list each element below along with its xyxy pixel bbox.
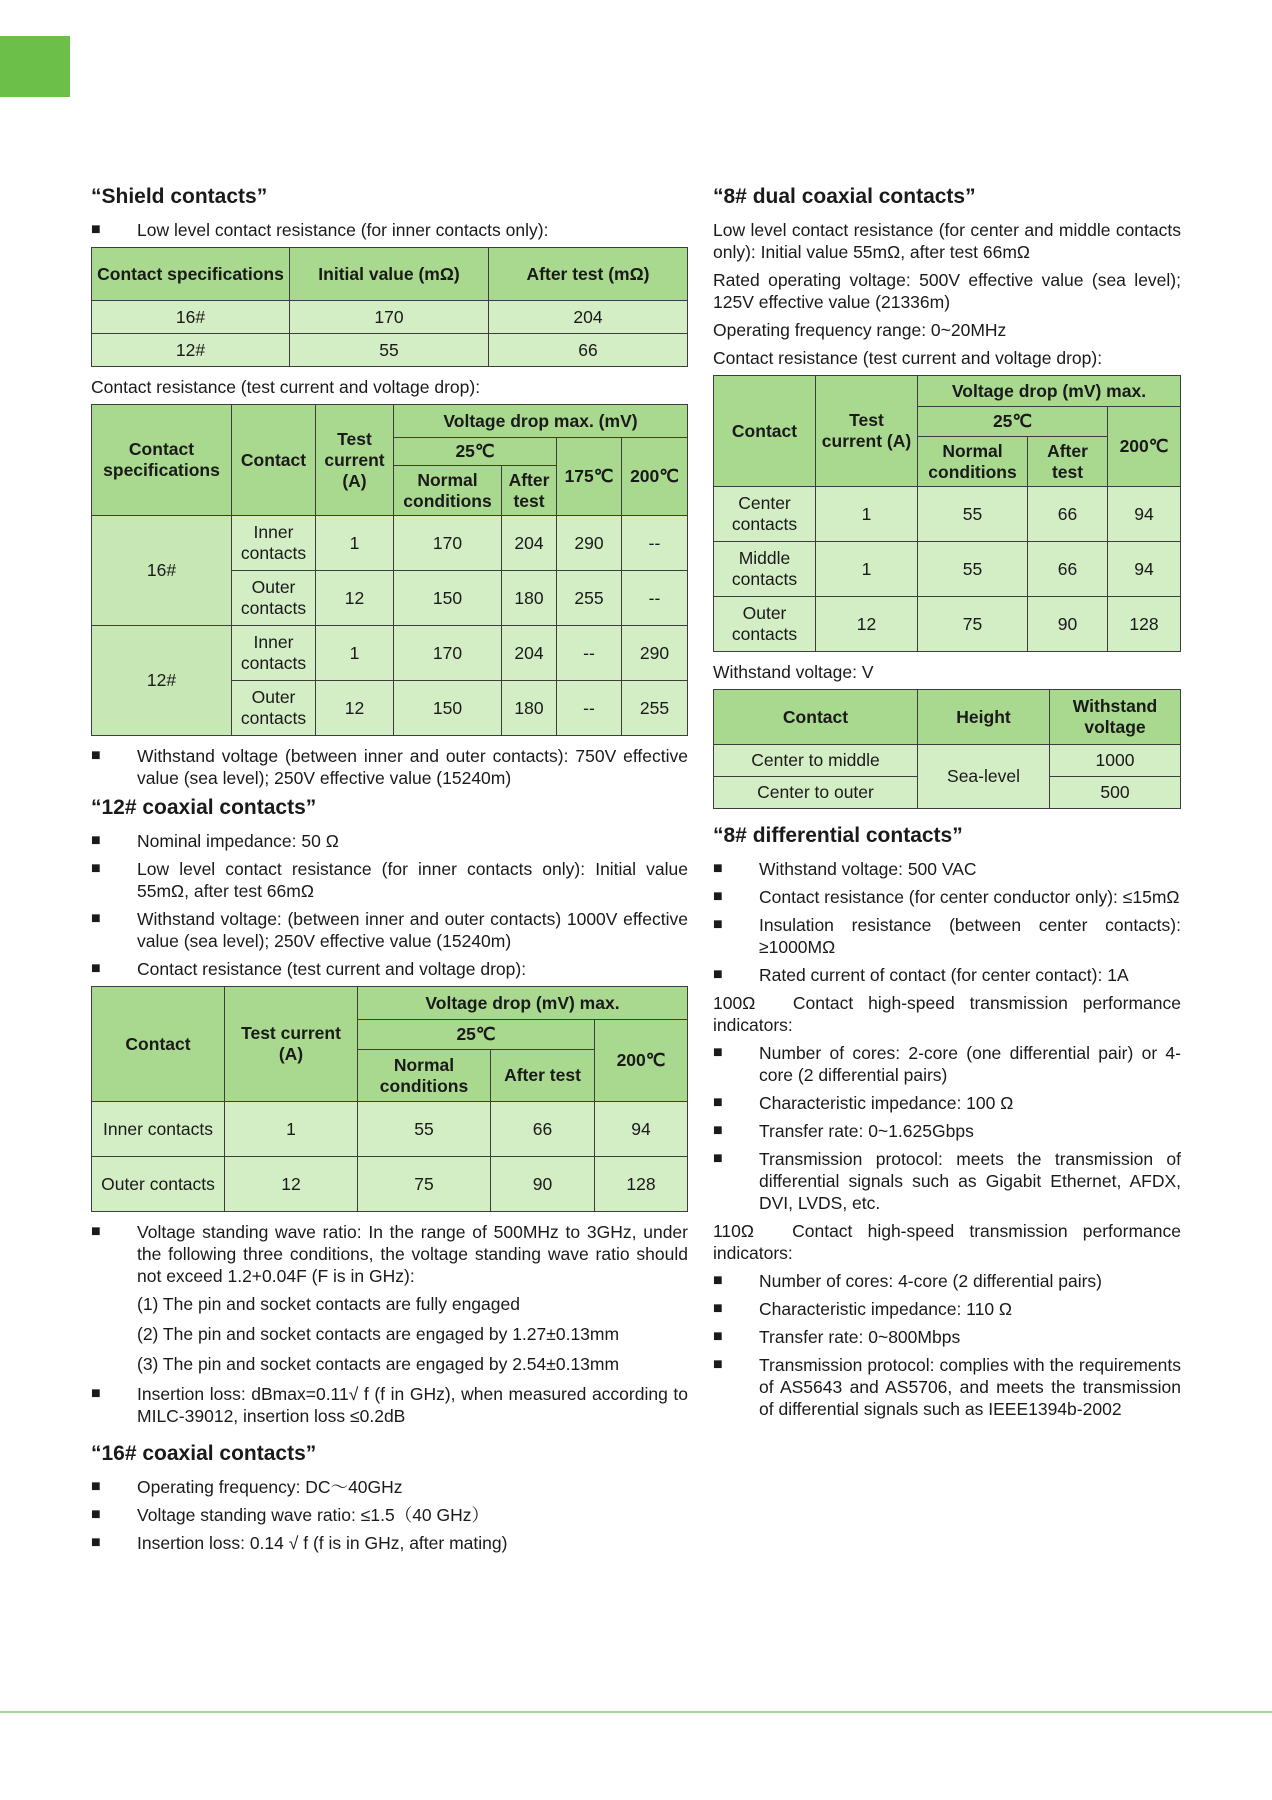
th-test-current: Test current (A) bbox=[225, 987, 358, 1102]
coax12-bullet: ■ Withstand voltage: (between inner and outer contacts) 1000V effective value (sea level); 250V effective value (15240m) bbox=[91, 908, 688, 952]
th-withstand: Withstand voltage bbox=[1050, 690, 1181, 745]
cell: 204 bbox=[489, 301, 688, 334]
th-voltage-drop: Voltage drop (mV) max. bbox=[918, 376, 1181, 407]
diff8-bullet-110: ■ Transmission protocol: complies with the requirements of AS5643 and AS5706, and meets the transmission of differential signals such as IEEE1394b-2002 bbox=[713, 1354, 1181, 1420]
table-row bbox=[92, 1157, 688, 1212]
cell: 75 bbox=[918, 597, 1028, 652]
cell-spec: 16# bbox=[92, 516, 232, 626]
coax12-title: “12# coaxial contacts” bbox=[91, 796, 317, 819]
table-row bbox=[714, 542, 1181, 597]
th-after: After test bbox=[491, 1050, 595, 1102]
footer-line bbox=[0, 1711, 1272, 1713]
cell: 500 bbox=[1050, 777, 1181, 809]
dual8-para: Contact resistance (test current and voltage drop): bbox=[713, 348, 1103, 368]
coax12-bullet: ■ Nominal impedance: 50 Ω bbox=[91, 830, 688, 852]
th-contact: Contact bbox=[232, 405, 316, 516]
th-contact: Contact bbox=[92, 987, 225, 1102]
th-25c: 25℃ bbox=[358, 1020, 595, 1050]
cell: 170 bbox=[394, 516, 502, 571]
cell: 66 bbox=[1028, 487, 1108, 542]
th-test-current: Test current (A) bbox=[816, 376, 918, 487]
cell: Outer contacts bbox=[92, 1157, 225, 1212]
dual8-title: “8# dual coaxial contacts” bbox=[713, 185, 976, 208]
th-contact: Contact bbox=[714, 376, 816, 487]
diff8-perf110: 110Ω Contact high-speed transmission performance indicators: bbox=[713, 1221, 1181, 1263]
table-row bbox=[92, 334, 688, 367]
th-after: After test bbox=[1028, 437, 1108, 487]
diff8-bullet-110: ■ Characteristic impedance: 110 Ω bbox=[713, 1298, 1181, 1320]
cell-spec: 12# bbox=[92, 626, 232, 736]
cell: 55 bbox=[358, 1102, 491, 1157]
cell: Inner contacts bbox=[232, 626, 316, 681]
cell: 55 bbox=[918, 542, 1028, 597]
dual8-para: Low level contact resistance (for center and middle contacts only): Initial value 55mΩ, after test 66mΩ bbox=[713, 220, 1181, 262]
cell: 204 bbox=[502, 626, 557, 681]
th-contact-spec: Contact specifications bbox=[92, 405, 232, 516]
th-height: Height bbox=[918, 690, 1050, 745]
cell: 1 bbox=[816, 542, 918, 597]
table-row bbox=[92, 301, 688, 334]
th-contact: Contact bbox=[714, 690, 918, 745]
cell: Outer contacts bbox=[232, 571, 316, 626]
th-200c: 200℃ bbox=[622, 438, 688, 516]
cell: Middle contacts bbox=[714, 542, 816, 597]
diff8-bullet-110: ■ Transfer rate: 0~800Mbps bbox=[713, 1326, 1181, 1348]
th-after-test: After test (mΩ) bbox=[489, 248, 688, 301]
coax12-condition: (1) The pin and socket contacts are fully engaged bbox=[137, 1294, 520, 1314]
cell: 170 bbox=[290, 301, 489, 334]
th-normal: Normal conditions bbox=[394, 466, 502, 516]
left-column bbox=[91, 184, 688, 1560]
cell: 66 bbox=[491, 1102, 595, 1157]
dual8-withstand-label: Withstand voltage: V bbox=[713, 662, 874, 682]
dual8-voltage-drop-table bbox=[713, 375, 1181, 652]
cell: 12 bbox=[316, 681, 394, 736]
cell: 128 bbox=[1108, 597, 1181, 652]
cell: 75 bbox=[358, 1157, 491, 1212]
cell: 94 bbox=[1108, 542, 1181, 597]
th-contact-spec: Contact specifications bbox=[92, 248, 290, 301]
dual8-withstand-table bbox=[713, 689, 1181, 809]
cell: 66 bbox=[1028, 542, 1108, 597]
shield-resistance-table bbox=[91, 247, 688, 367]
cell: 55 bbox=[918, 487, 1028, 542]
table-row bbox=[92, 516, 688, 571]
cell: 12 bbox=[816, 597, 918, 652]
cell: 1 bbox=[316, 516, 394, 571]
coax12-condition: (2) The pin and socket contacts are engaged by 1.27±0.13mm bbox=[137, 1324, 620, 1344]
diff8-bullet: ■ Contact resistance (for center conductor only): ≤15mΩ bbox=[713, 886, 1181, 908]
th-normal: Normal conditions bbox=[358, 1050, 491, 1102]
cell: -- bbox=[622, 571, 688, 626]
cell: Center to outer bbox=[714, 777, 918, 809]
cell: 90 bbox=[1028, 597, 1108, 652]
coax12-vswr-bullet: ■ Voltage standing wave ratio: In the range of 500MHz to 3GHz, under the following three conditions, the voltage standing wave ratio should not exceed 1.2+0.04F (F is in GHz): bbox=[91, 1221, 688, 1287]
cell-height: Sea-level bbox=[918, 745, 1050, 809]
diff8-bullet-100: ■ Transmission protocol: meets the transmission of differential signals such as Gigabit Ethernet, AFDX, DVI, LVDS, etc. bbox=[713, 1148, 1181, 1214]
diff8-bullet: ■ Insulation resistance (between center contacts): ≥1000MΩ bbox=[713, 914, 1181, 958]
table-row bbox=[714, 745, 1181, 777]
cell: -- bbox=[557, 626, 622, 681]
cell: Inner contacts bbox=[232, 516, 316, 571]
diff8-bullet-100: ■ Transfer rate: 0~1.625Gbps bbox=[713, 1120, 1181, 1142]
cell: 170 bbox=[394, 626, 502, 681]
cell: 90 bbox=[491, 1157, 595, 1212]
coax12-bullet: ■ Contact resistance (test current and voltage drop): bbox=[91, 958, 688, 980]
cell: Center contacts bbox=[714, 487, 816, 542]
cell: 16# bbox=[92, 301, 290, 334]
diff8-bullet-110: ■ Number of cores: 4-core (2 differential pairs) bbox=[713, 1270, 1181, 1292]
cell: 204 bbox=[502, 516, 557, 571]
shield-withstand-bullet: ■ Withstand voltage (between inner and outer contacts): 750V effective value (sea level); 250V effective value (15240m) bbox=[91, 745, 688, 789]
cell: 150 bbox=[394, 681, 502, 736]
th-initial-value: Initial value (mΩ) bbox=[290, 248, 489, 301]
coax12-bullet: ■ Low level contact resistance (for inner contacts only): Initial value 55mΩ, after test 66mΩ bbox=[91, 858, 688, 902]
coax16-bullet: ■ Insertion loss: 0.14 √ f (f is in GHz, after mating) bbox=[91, 1532, 688, 1554]
dual8-para: Operating frequency range: 0~20MHz bbox=[713, 320, 1007, 340]
cell: Inner contacts bbox=[92, 1102, 225, 1157]
shield-low-level-bullet: ■ Low level contact resistance (for inner contacts only): bbox=[91, 219, 688, 241]
diff8-bullet: ■ Withstand voltage: 500 VAC bbox=[713, 858, 1181, 880]
diff8-bullet-100: ■ Number of cores: 2-core (one differential pair) or 4-core (2 differential pairs) bbox=[713, 1042, 1181, 1086]
diff8-title: “8# differential contacts” bbox=[713, 824, 963, 847]
cell: 180 bbox=[502, 681, 557, 736]
cell: 66 bbox=[489, 334, 688, 367]
diff8-bullet: ■ Rated current of contact (for center contact): 1A bbox=[713, 964, 1181, 986]
cell: 128 bbox=[595, 1157, 688, 1212]
th-voltage-drop: Voltage drop (mV) max. bbox=[358, 987, 688, 1020]
coax12-insertion-bullet: ■ Insertion loss: dBmax=0.11√ f (f in GHz), when measured according to MILC-39012, insertion loss ≤0.2dB bbox=[91, 1383, 688, 1427]
cell: 55 bbox=[290, 334, 489, 367]
cell: -- bbox=[557, 681, 622, 736]
th-test-current: Test current (A) bbox=[316, 405, 394, 516]
th-normal: Normal conditions bbox=[918, 437, 1028, 487]
th-175c: 175℃ bbox=[557, 438, 622, 516]
table-row bbox=[714, 597, 1181, 652]
th-200c: 200℃ bbox=[595, 1020, 688, 1102]
th-200c: 200℃ bbox=[1108, 407, 1181, 487]
coax16-bullet: ■ Operating frequency: DC～40GHz bbox=[91, 1476, 688, 1498]
coax16-bullet: ■ Voltage standing wave ratio: ≤1.5（40 GHz） bbox=[91, 1504, 688, 1526]
dual8-para: Rated operating voltage: 500V effective value (sea level); 125V effective value (21336m) bbox=[713, 270, 1181, 312]
coax12-voltage-drop-table bbox=[91, 986, 688, 1212]
cell: 290 bbox=[557, 516, 622, 571]
th-25c: 25℃ bbox=[918, 407, 1108, 437]
coax16-title: “16# coaxial contacts” bbox=[91, 1442, 317, 1465]
corner-tab bbox=[0, 36, 70, 97]
cell: Outer contacts bbox=[714, 597, 816, 652]
cell: 180 bbox=[502, 571, 557, 626]
cell: 12 bbox=[225, 1157, 358, 1212]
diff8-perf100: 100Ω Contact high-speed transmission performance indicators: bbox=[713, 993, 1181, 1035]
cell: 1 bbox=[816, 487, 918, 542]
cell: 94 bbox=[1108, 487, 1181, 542]
shield-voltage-drop-table bbox=[91, 404, 688, 736]
th-voltage-drop: Voltage drop max. (mV) bbox=[394, 405, 688, 438]
cell: 12 bbox=[316, 571, 394, 626]
cell: 1 bbox=[225, 1102, 358, 1157]
cell: 12# bbox=[92, 334, 290, 367]
cell: 1 bbox=[316, 626, 394, 681]
table-row bbox=[714, 487, 1181, 542]
cell: 290 bbox=[622, 626, 688, 681]
shield-cr-text: Contact resistance (test current and voltage drop): bbox=[91, 377, 481, 397]
th-after: After test bbox=[502, 466, 557, 516]
cell: 1000 bbox=[1050, 745, 1181, 777]
diff8-bullet-100: ■ Characteristic impedance: 100 Ω bbox=[713, 1092, 1181, 1114]
th-25c: 25℃ bbox=[394, 438, 557, 466]
shield-title: “Shield contacts” bbox=[91, 185, 268, 208]
right-column bbox=[713, 184, 1181, 1426]
cell: Center to middle bbox=[714, 745, 918, 777]
cell: 94 bbox=[595, 1102, 688, 1157]
table-row bbox=[92, 626, 688, 681]
cell: 255 bbox=[557, 571, 622, 626]
cell: Outer contacts bbox=[232, 681, 316, 736]
cell: 150 bbox=[394, 571, 502, 626]
cell: -- bbox=[622, 516, 688, 571]
coax12-condition: (3) The pin and socket contacts are engaged by 2.54±0.13mm bbox=[137, 1354, 620, 1374]
cell: 255 bbox=[622, 681, 688, 736]
table-row bbox=[92, 1102, 688, 1157]
